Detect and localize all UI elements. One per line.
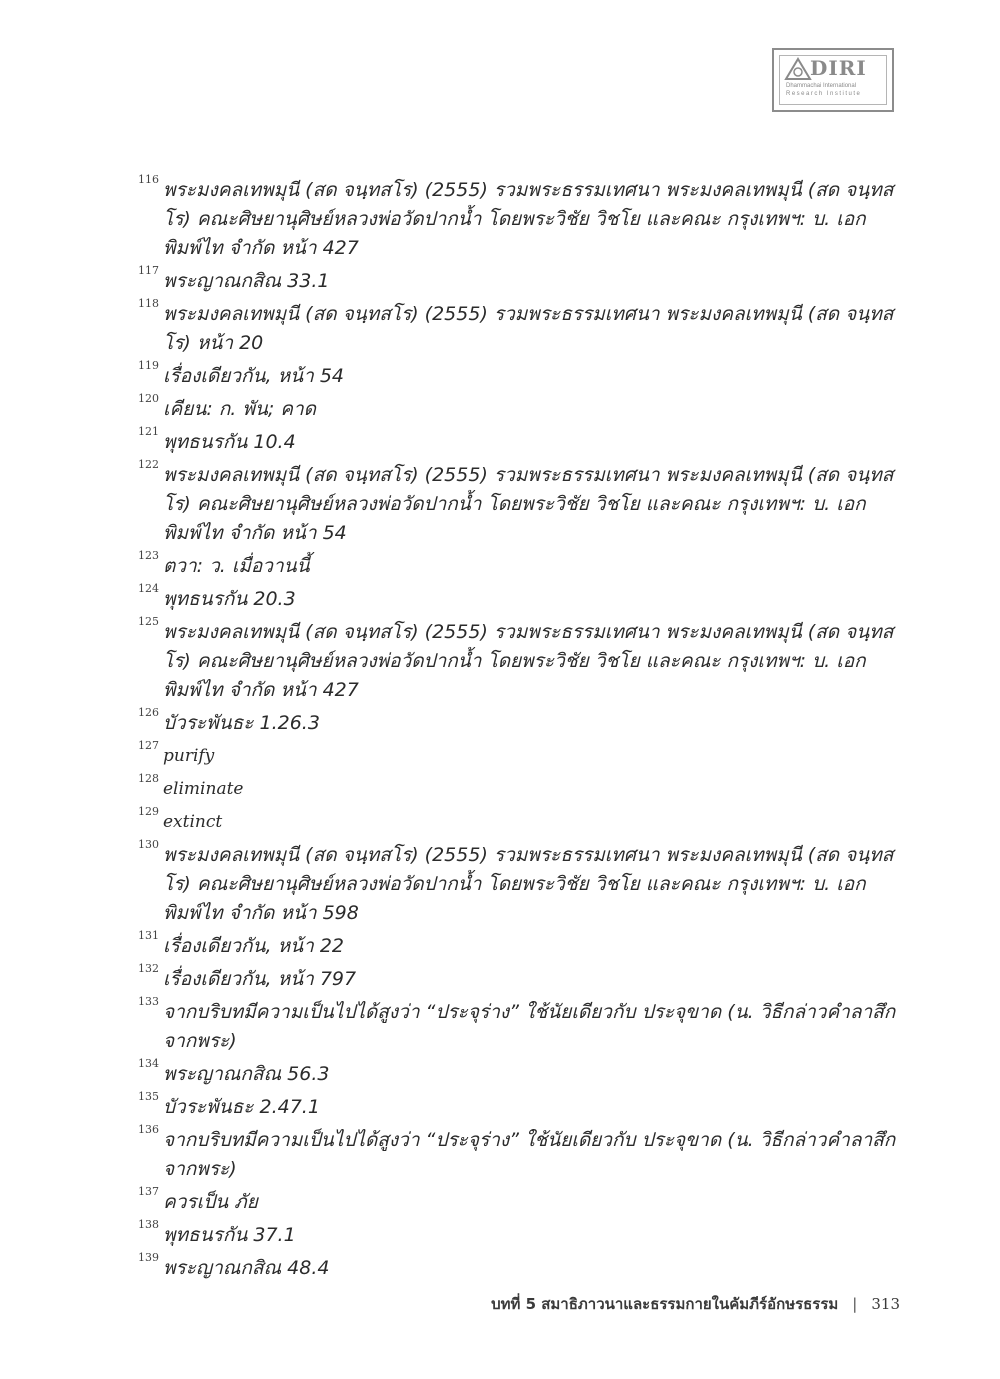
- endnote-number: 116: [138, 173, 159, 186]
- endnote-item: [138, 264, 900, 296]
- endnote-item: [138, 706, 900, 738]
- endnote-item: [138, 739, 900, 771]
- endnote-number: 128: [138, 772, 159, 785]
- triangle-emblem-icon: [784, 57, 812, 81]
- page-number: 313: [871, 1295, 900, 1313]
- endnote-item: [138, 297, 900, 358]
- endnote-number: 129: [138, 805, 159, 818]
- logo-subtitle-2: Research Institute: [786, 91, 862, 97]
- endnote-number: 136: [138, 1123, 159, 1136]
- endnote-number: 120: [138, 392, 159, 405]
- endnote-item: [138, 615, 900, 705]
- endnote-number: 123: [138, 549, 159, 562]
- endnote-item: [138, 1090, 900, 1122]
- footer-separator: |: [852, 1295, 858, 1313]
- endnote-item: [138, 805, 900, 837]
- endnote-text: เรื่องเดียวกัน, หน้า 22: [163, 935, 344, 957]
- endnote-number: 133: [138, 995, 159, 1008]
- endnote-item: [138, 838, 900, 928]
- endnote-text: ควรเป็น ภัย: [163, 1191, 258, 1213]
- endnote-number: 138: [138, 1218, 159, 1231]
- endnote-text: extinct: [163, 812, 223, 832]
- endnote-number: 117: [138, 264, 159, 277]
- endnote-number: 134: [138, 1057, 159, 1070]
- endnote-item: [138, 1251, 900, 1283]
- endnote-number: 131: [138, 929, 159, 942]
- endnote-text: eliminate: [163, 779, 244, 799]
- endnote-text: พระญาณกสิณ 56.3: [163, 1063, 330, 1085]
- endnote-item: [138, 458, 900, 548]
- logo-subtitle-1: Dhammachai International: [786, 83, 857, 89]
- endnote-text: พระญาณกสิณ 48.4: [163, 1257, 330, 1279]
- endnote-text: พระมงคลเทพมุนี (สด จนฺทสโร) (2555) รวมพระธรรมเทศนา พระมงคลเทพมุนี (สด จนฺทสโร) คณะศิษยานุศิษย์หลวงพ่อวัดปากน้ำ โดยพระวิชัย วิชโย และคณะ กรุงเทพฯ: บ. เอกพิมพ์ไท จำกัด หน้า 598: [163, 844, 894, 924]
- endnote-text: พระญาณกสิณ 33.1: [163, 270, 330, 292]
- endnote-text: เคียน: ก. พัน; คาด: [163, 398, 317, 420]
- endnote-text: ตวา: ว. เมื่อวานนี้: [163, 555, 310, 577]
- endnote-number: 124: [138, 582, 159, 595]
- endnote-text: เรื่องเดียวกัน, หน้า 797: [163, 968, 357, 990]
- endnote-text: จากบริบทมีความเป็นไปได้สูงว่า “ประจุร่าง” ใช้นัยเดียวกับ ประจุขาด (น. วิธีกล่าวคำลาสึกจากพระ): [163, 1129, 896, 1180]
- endnote-number: 119: [138, 359, 159, 372]
- endnote-text: เรื่องเดียวกัน, หน้า 54: [163, 365, 344, 387]
- endnote-item: [138, 359, 900, 391]
- endnote-text: พุทธนรกัน 20.3: [163, 588, 296, 610]
- endnote-text: จากบริบทมีความเป็นไปได้สูงว่า “ประจุร่าง” ใช้นัยเดียวกับ ประจุขาด (น. วิธีกล่าวคำลาสึกจากพระ): [163, 1001, 896, 1052]
- endnote-text: พระมงคลเทพมุนี (สด จนฺทสโร) (2555) รวมพระธรรมเทศนา พระมงคลเทพมุนี (สด จนฺทสโร) คณะศิษยานุศิษย์หลวงพ่อวัดปากน้ำ โดยพระวิชัย วิชโย และคณะ กรุงเทพฯ: บ. เอกพิมพ์ไท จำกัด หน้า 427: [163, 179, 894, 259]
- endnote-text: purify: [163, 746, 215, 766]
- endnote-number: 137: [138, 1185, 159, 1198]
- endnote-item: [138, 1185, 900, 1217]
- endnote-item: [138, 1218, 900, 1250]
- endnote-number: 135: [138, 1090, 159, 1103]
- endnote-number: 127: [138, 739, 159, 752]
- endnote-number: 122: [138, 458, 159, 471]
- endnote-item: [138, 173, 900, 263]
- endnote-text: บัวระพันธะ 1.26.3: [163, 712, 320, 734]
- endnote-number: 125: [138, 615, 159, 628]
- endnote-text: พระมงคลเทพมุนี (สด จนฺทสโร) (2555) รวมพระธรรมเทศนา พระมงคลเทพมุนี (สด จนฺทสโร) คณะศิษยานุศิษย์หลวงพ่อวัดปากน้ำ โดยพระวิชัย วิชโย และคณะ กรุงเทพฯ: บ. เอกพิมพ์ไท จำกัด หน้า 54: [163, 464, 894, 544]
- chapter-title: บทที่ 5 สมาธิภาวนาและธรรมกายในคัมภีร์อักษรธรรม: [491, 1295, 839, 1313]
- endnote-item: [138, 1057, 900, 1089]
- endnote-item: [138, 962, 900, 994]
- page-footer: [491, 1292, 900, 1316]
- endnote-number: 126: [138, 706, 159, 719]
- endnote-number: 121: [138, 425, 159, 438]
- endnote-text: บัวระพันธะ 2.47.1: [163, 1096, 320, 1118]
- endnote-number: 130: [138, 838, 159, 851]
- endnote-text: พระมงคลเทพมุนี (สด จนฺทสโร) (2555) รวมพระธรรมเทศนา พระมงคลเทพมุนี (สด จนฺทสโร) คณะศิษยานุศิษย์หลวงพ่อวัดปากน้ำ โดยพระวิชัย วิชโย และคณะ กรุงเทพฯ: บ. เอกพิมพ์ไท จำกัด หน้า 427: [163, 621, 894, 701]
- endnote-item: [138, 1123, 900, 1184]
- endnote-text: พุทธนรกัน 37.1: [163, 1224, 296, 1246]
- endnote-number: 132: [138, 962, 159, 975]
- endnote-item: [138, 929, 900, 961]
- endnote-item: [138, 425, 900, 457]
- logo-wordmark: DIRI: [810, 56, 867, 80]
- endnote-item: [138, 995, 900, 1056]
- endnote-text: พระมงคลเทพมุนี (สด จนฺทสโร) (2555) รวมพระธรรมเทศนา พระมงคลเทพมุนี (สด จนฺทสโร) หน้า 20: [163, 303, 894, 354]
- endnote-item: [138, 549, 900, 581]
- endnote-item: [138, 392, 900, 424]
- endnote-number: 118: [138, 297, 159, 310]
- endnote-item: [138, 582, 900, 614]
- endnote-item: [138, 772, 900, 804]
- endnotes-list: [138, 173, 900, 1287]
- diri-logo: [772, 48, 894, 112]
- endnote-text: พุทธนรกัน 10.4: [163, 431, 296, 453]
- endnote-number: 139: [138, 1251, 159, 1264]
